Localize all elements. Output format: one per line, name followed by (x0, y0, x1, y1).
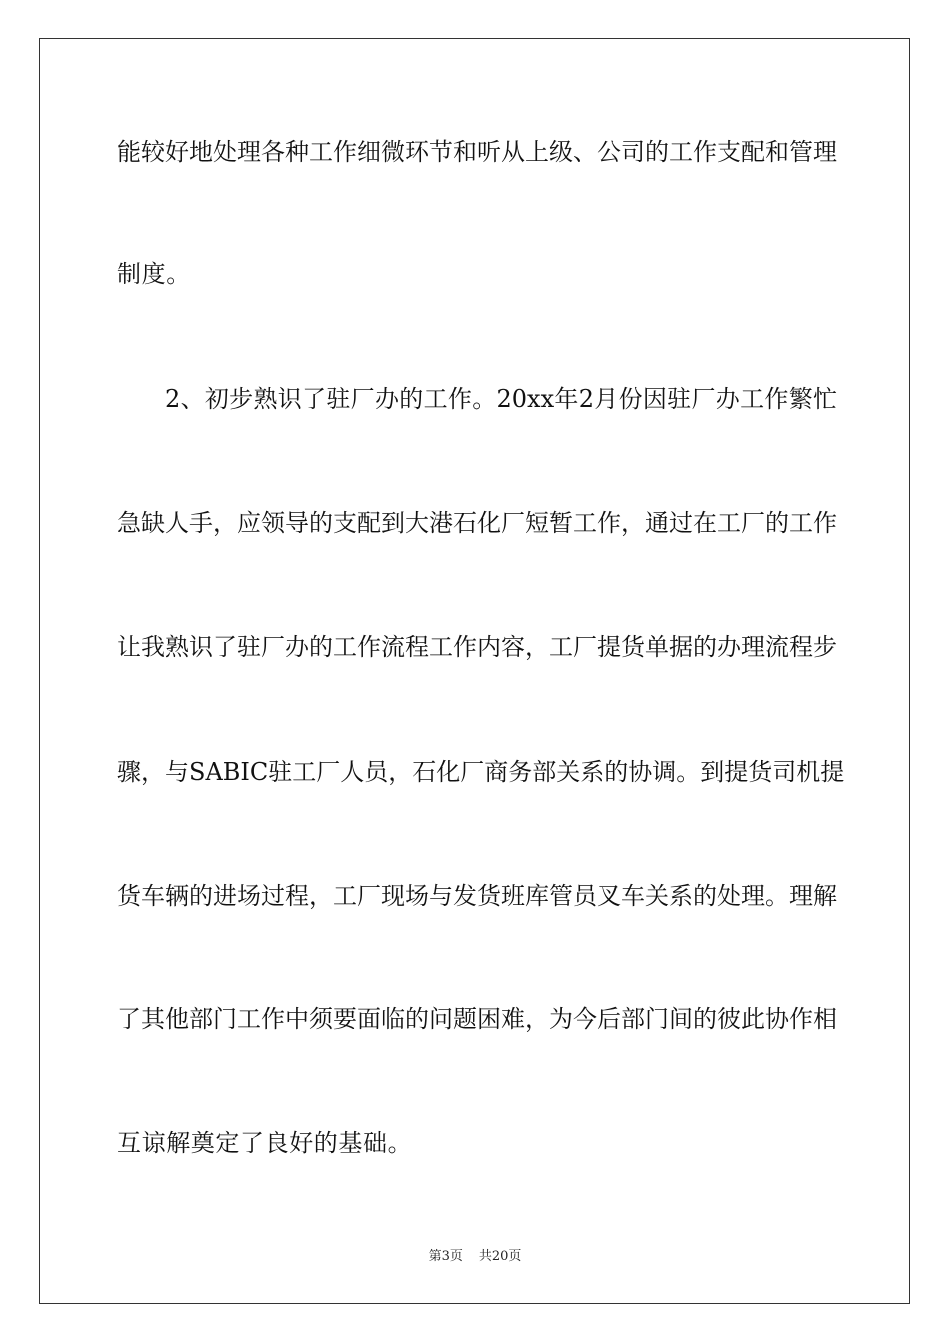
page-footer (0, 1248, 950, 1266)
body-line-2: 制度。 (117, 260, 191, 288)
body-line-3: 2、初步熟识了驻厂办的工作。20xx年2月份因驻厂办工作繁忙 (165, 385, 837, 413)
body-line-7: 货车辆的进场过程，工厂现场与发货班库管员叉车关系的处理。理解 (117, 882, 837, 910)
page-number: 第3页 (428, 1249, 463, 1264)
body-line-5: 让我熟识了驻厂办的工作流程工作内容，工厂提货单据的办理流程步 (117, 633, 837, 661)
page-total: 共20页 (478, 1249, 522, 1264)
body-line-6: 骤，与SABIC驻工厂人员，石化厂商务部关系的协调。到提货司机提 (117, 758, 845, 786)
body-line-4: 急缺人手，应领导的支配到大港石化厂短暂工作，通过在工厂的工作 (117, 509, 837, 537)
page-border (39, 38, 910, 1304)
body-line-8: 了其他部门工作中须要面临的问题困难，为今后部门间的彼此协作相 (117, 1005, 837, 1033)
body-line-1: 能较好地处理各种工作细微环节和听从上级、公司的工作支配和管理 (117, 138, 837, 166)
body-line-9: 互谅解奠定了良好的基础。 (117, 1129, 413, 1157)
